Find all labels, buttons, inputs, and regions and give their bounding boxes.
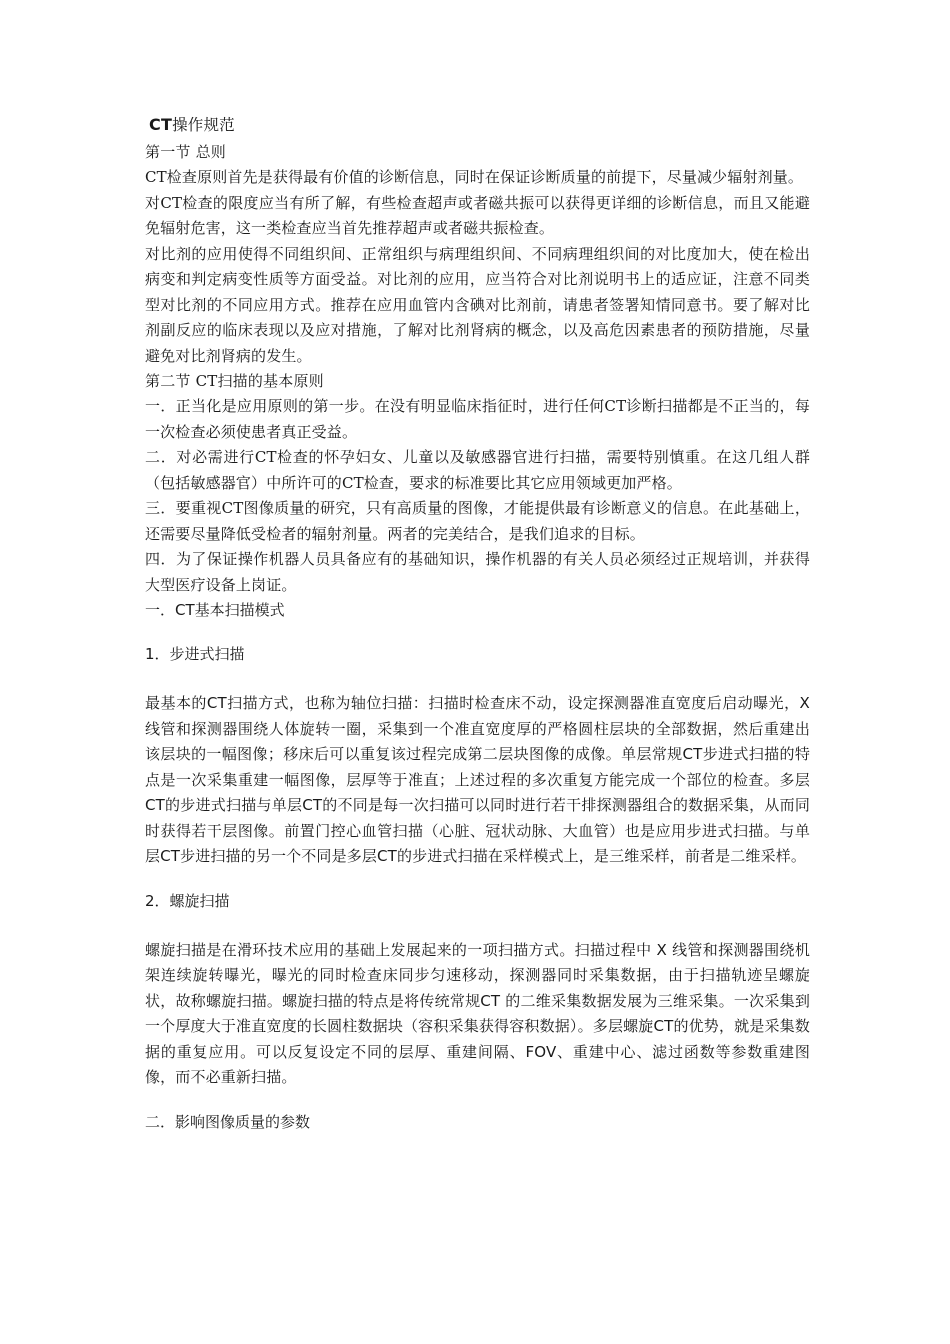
section1-heading: 第一节 总则 (145, 143, 226, 161)
mode2-text: 螺旋扫描是在滑环技术应用的基础上发展起来的一项扫描方式。扫描过程中 X 线管和探测器围绕机架连续旋转曝光，曝光的同时检查床同步匀速移动，探测器同时采集数据，由于扫描轨迹呈螺旋状，故称螺旋扫描。螺旋扫描的特点是将传统常规CT 的二维采集数据发展为三维采集。一次采集到一个厚度大于准直宽度的长圆柱数据块（容积采集获得容积数据）。多层螺旋CT的优势，就是采集数据的重复应用。可以反复设定不同的层厚、重建间隔、FOV、重建中心、滤过函数等参数重建图像，而不必重新扫描。 (145, 940, 810, 1086)
mode1-text: 最基本的CT扫描方式，也称为轴位扫描：扫描时检查床不动，设定探测器准直宽度后启动曝光，X线管和探测器围绕人体旋转一圈，采集到一个准直宽度厚的严格圆柱层块的全部数据，然后重建出该层块的一幅图像；移床后可以重复该过程完成第二层块图像的成像。单层常规CT步进式扫描的特点是一次采集重建一幅图像，层厚等于准直；上述过程的多次重复方能完成一个部位的检查。多层CT的步进式扫描与单层CT的不同是每一次扫描可以同时进行若干排探测器组合的数据采集，从而同时获得若干层图像。前置门控心血管扫描（心脏、冠状动脉、大血管）也是应用步进式扫描。与单层CT步进扫描的另一个不同是多层CT的步进式扫描在采样模式上，是三维采样，前者是二维采样。 (145, 694, 810, 865)
spacer (145, 623, 810, 642)
section2-heading: 第二节 CT扫描的基本原则 (145, 372, 324, 390)
part1-heading: 一．CT基本扫描模式 (145, 601, 285, 619)
paragraph-2: 对CT检查的限度应当有所了解，有些检查超声或者磁共振可以获得更详细的诊断信息，而且又能避免辐射危害，这一类检查应当首先推荐超声或者磁共振检查。 (145, 193, 810, 237)
part2-heading: 二．影响图像质量的参数 (145, 1112, 311, 1131)
rule-2: 二．对必需进行CT检查的怀孕妇女、儿童以及敏感器官进行扫描，需要特别慎重。在这几组人群（包括敏感器官）中所许可的CT检查，要求的标准要比其它应用领域更加严格。 (145, 448, 810, 492)
rule-4: 四．为了保证操作机器人员具备应有的基础知识，操作机器的有关人员必须经过正规培训，并获得大型医疗设备上岗证。 (145, 550, 810, 594)
spacer (145, 667, 810, 691)
title-rest: 操作规范 (172, 116, 235, 134)
rule-1: 一．正当化是应用原则的第一步。在没有明显临床指征时，进行任何CT诊断扫描都是不正当的，每一次检查必须使患者真正受益。 (145, 397, 810, 441)
spacer (145, 1091, 810, 1110)
spacer (145, 914, 810, 938)
mode1-heading: 1．步进式扫描 (145, 645, 245, 663)
document-title (145, 112, 810, 138)
rule-3: 三．要重视CT图像质量的研究，只有高质量的图像，才能提供最有诊断意义的信息。在此基础上，还需要尽量降低受检者的辐射剂量。两者的完美结合，是我们追求的目标。 (145, 499, 810, 543)
document-page (145, 112, 810, 1135)
mode2-heading: 2．螺旋扫描 (145, 891, 230, 910)
title-prefix: CT (149, 115, 173, 134)
paragraph-3: 对比剂的应用使得不同组织间、正常组织与病理组织间、不同病理组织间的对比度加大，使在检出病变和判定病变性质等方面受益。对比剂的应用，应当符合对比剂说明书上的适应证，注意不同类型对比剂的不同应用方式。推荐在应用血管内含碘对比剂前，请患者签署知情同意书。要了解对比剂副反应的临床表现以及应对措施，了解对比剂肾病的概念，以及高危因素患者的预防措施，尽量避免对比剂肾病的发生。 (145, 244, 810, 365)
spacer (145, 870, 810, 889)
paragraph-1: CT检查原则首先是获得最有价值的诊断信息，同时在保证诊断质量的前提下，尽量减少辐射剂量。 (145, 168, 804, 186)
